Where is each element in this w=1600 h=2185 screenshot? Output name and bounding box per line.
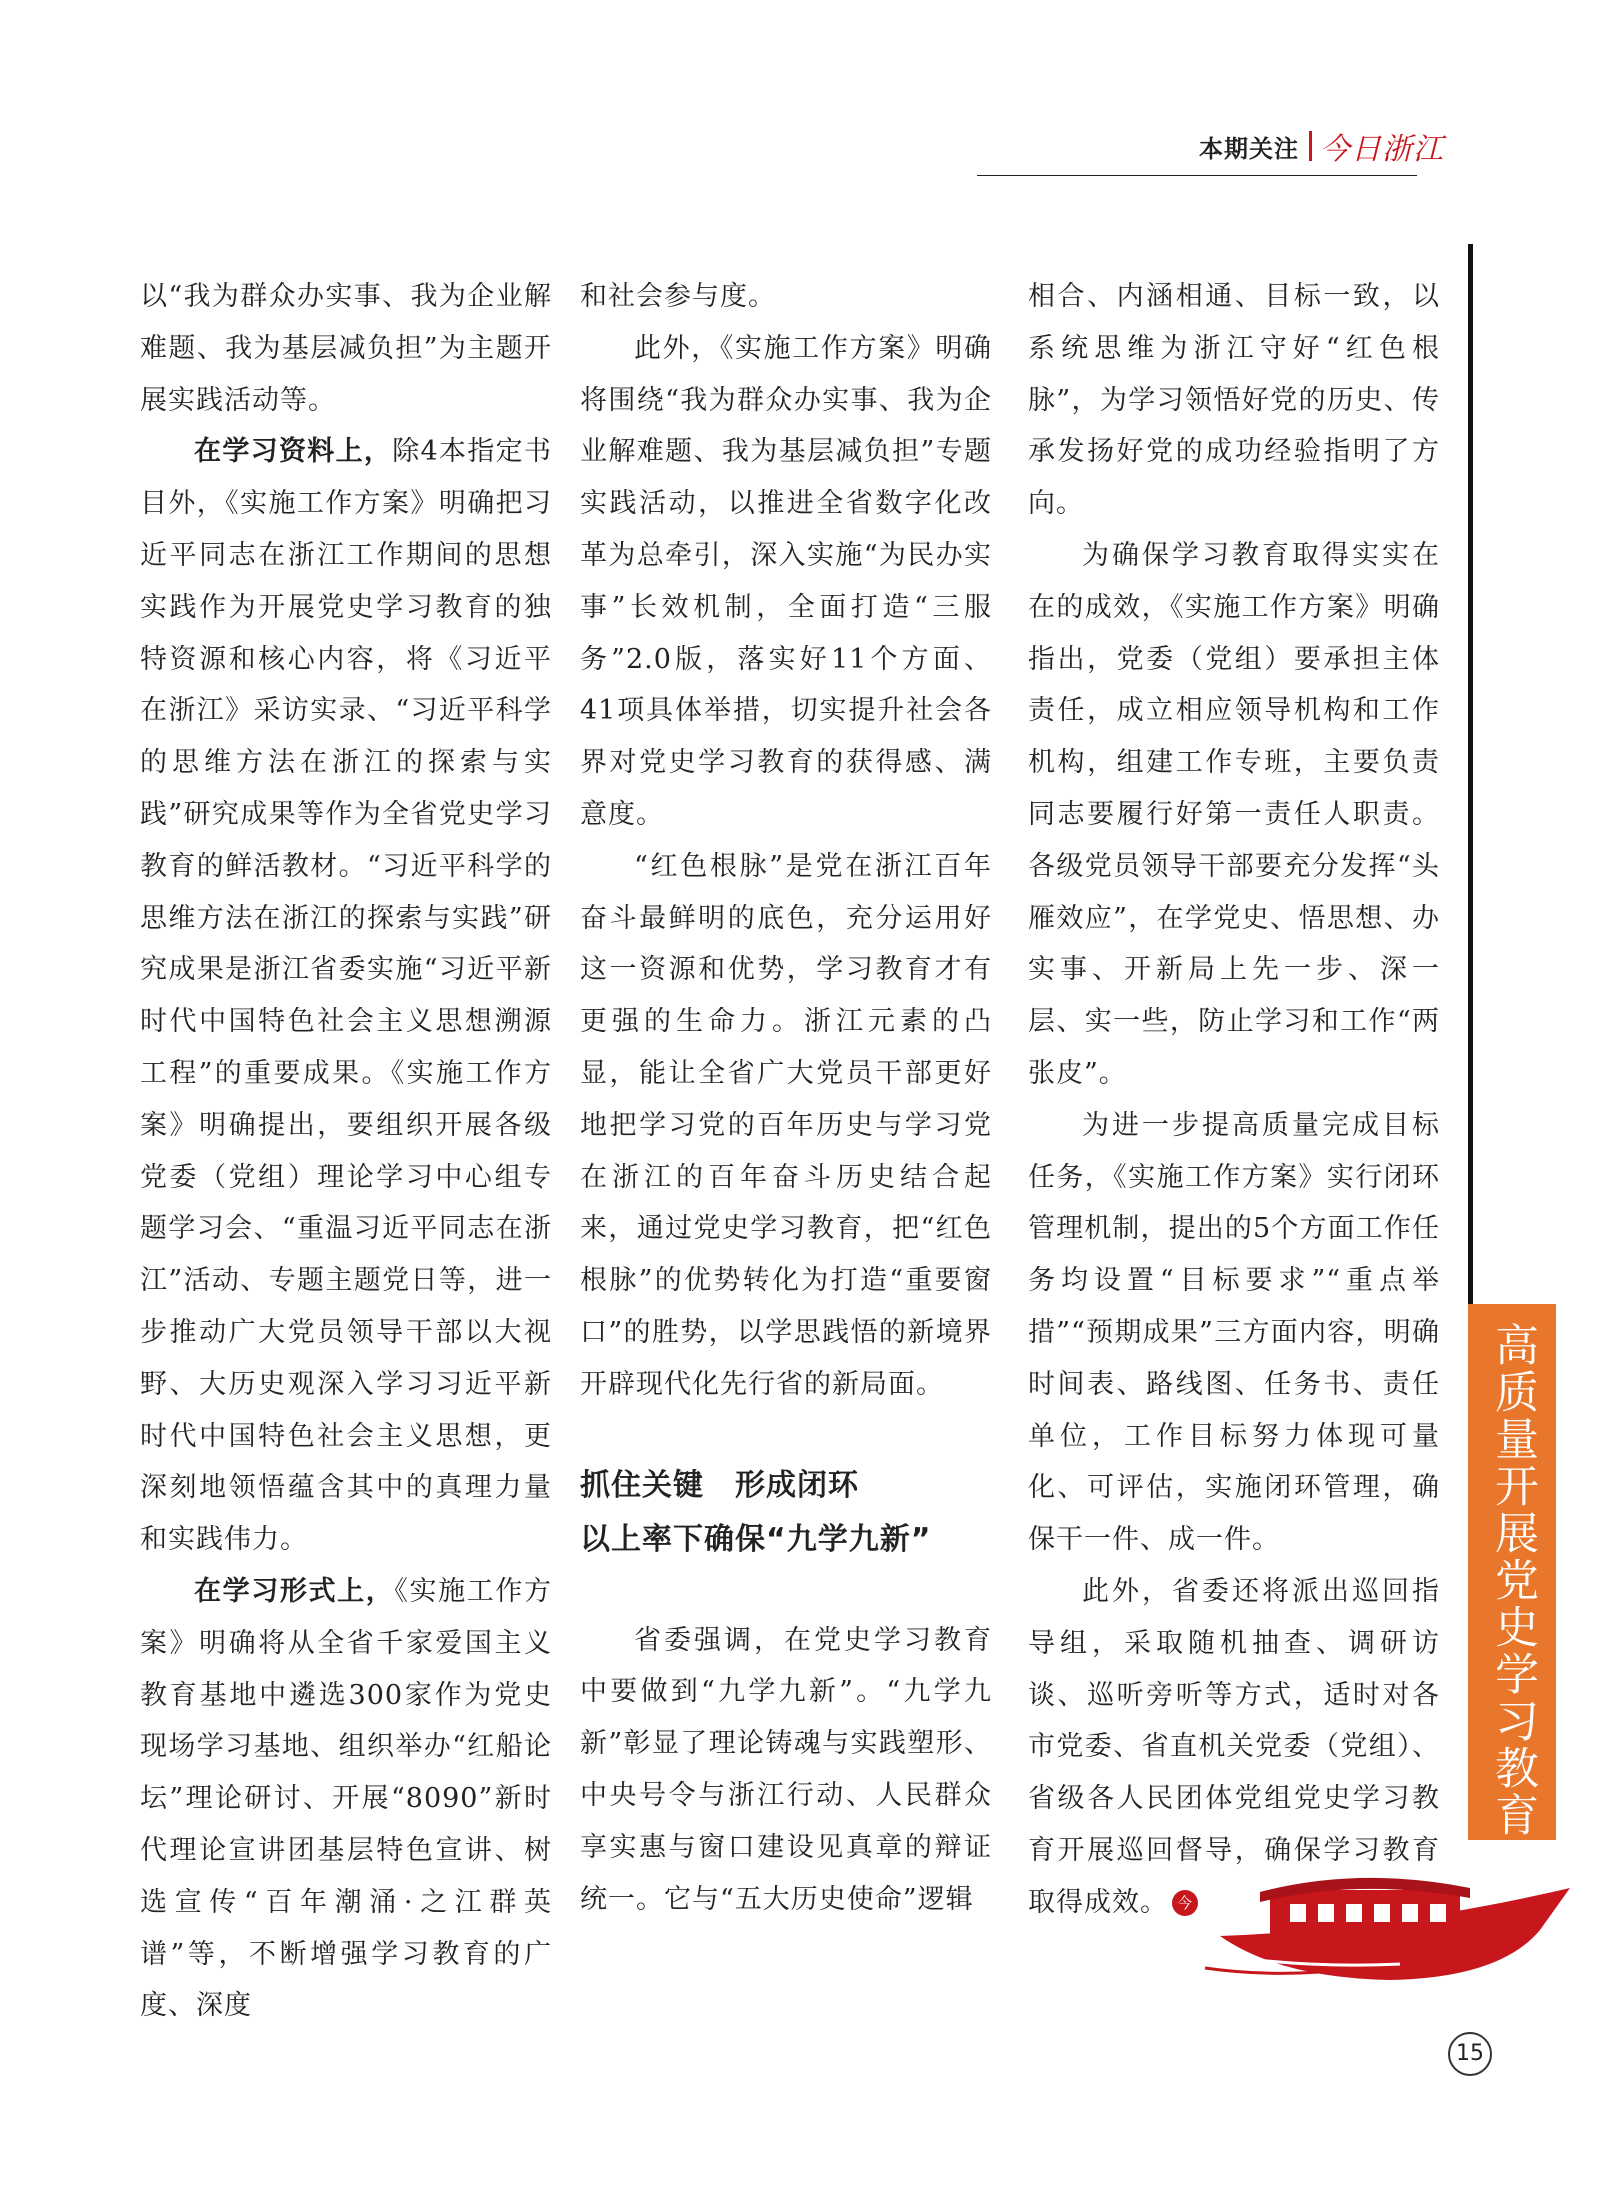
paragraph-lead: 在学习资料上， [194,436,393,468]
column-3 [1028,271,1440,1929]
paragraph [140,1566,552,2032]
header-divider [1309,131,1312,161]
red-boat-illustration [1200,1818,1580,1988]
paragraph: “红色根脉”是党在浙江百年奋斗最鲜明的底色，充分运用好这一资源和优势，学习教育才有更强的生命力。浙江元素的凸显，能让全省广大党员干部更好地把学习党的百年历史与学习党在浙江的百年奋斗历史结合起来，通过党史学习教育，把“红色根脉”的优势转化为打造“重要窗口”的胜势，以学思践悟的新境界开辟现代化先行省的新局面。 [580,850,992,1400]
paragraph [140,426,552,1566]
section-title: 本期关注 [1199,134,1299,163]
side-rule [1468,244,1473,1304]
subheading-line-1: 抓住关键 形成闭环 [580,1467,859,1503]
section-tab-label: 高质量开展党史学习教育 [1487,1322,1538,1839]
paragraph-lead: 在学习形式上， [194,1575,395,1607]
end-mark-icon: 今 [1172,1890,1198,1916]
header-rule [977,175,1417,176]
paragraph: 省委强调，在党史学习教育中要做到“九学九新”。“九学九新”彰显了理论铸魂与实践塑形、中央号令与浙江行动、人民群众享实惠与窗口建设见真章的辩证统一。它与“五大历史使命”逻辑 [580,1624,992,1915]
paragraph: 和社会参与度。 [580,281,776,312]
section-tab [1468,1304,1556,1840]
paragraph-text: 此外，省委还将派出巡回指导组，采取随机抽查、调研访谈、巡听旁听等方式，适时对各市党委、省直机关党委（党组）、省级各人民团体党组党史学习教育开展巡回督导，确保学习教育取得成效。 [1028,1575,1440,1918]
paragraph: 此外，《实施工作方案》明确将围绕“我为群众办实事、我为企业解难题、我为基层减负担”专题实践活动，以推进全省数字化改革为总牵引，深入实施“为民办实事”长效机制，全面打造“三服务”2.0版，落实好11个方面、41项具体举措，切实提升社会各界对党史学习教育的获得感、满意度。 [580,332,992,830]
column-2 [580,271,992,1925]
subheading [580,1459,992,1567]
page-number: 15 [1448,2032,1492,2076]
magazine-logo: 今日浙江 [1320,132,1444,167]
paragraph: 为确保学习教育取得实实在在的成效，《实施工作方案》明确指出，党委（党组）要承担主体责任，成立相应领导机构和工作机构，组建工作专班，主要负责同志要履行好第一责任人职责。各级党员领导干部要充分发挥“头雁效应”，在学党史、悟思想、办实事、开新局上先一步、深一层、实一些，防止学习和工作“两张皮”。 [1028,539,1440,1089]
paragraph-text: 《实施工作方案》明确将从全省千家爱国主义教育基地中遴选300家作为党史现场学习基地、组织举办“红船论坛”理论研讨、开展“8090”新时代理论宣讲团基层特色宣讲、树选宣传“百年潮涌·之江群英谱”等，不断增强学习教育的广度、深度 [140,1575,552,2022]
paragraph: 相合、内涵相通、目标一致，以系统思维为浙江守好“红色根脉”，为学习领悟好党的历史、传承发扬好党的成功经验指明了方向。 [1028,281,1440,520]
page-header [1199,124,1444,168]
paragraph-text: 除4本指定书目外，《实施工作方案》明确把习近平同志在浙江工作期间的思想实践作为开展党史学习教育的独特资源和核心内容，将《习近平在浙江》采访实录、“习近平科学的思维方法在浙江的探索与实践”研究成果等作为全省党史学习教育的鲜活教材。“习近平科学的思维方法在浙江的探索与实践”研究成果是浙江省委实施“习近平新时代中国特色社会主义思想溯源工程”的重要成果。《实施工作方案》明确提出，要组织开展各级党委（党组）理论学习中心组专题学习会、“重温习近平同志在浙江”活动、专题主题党日等，进一步推动广大党员领导干部以大视野、大历史观深入学习习近平新时代中国特色社会主义思想，更深刻地领悟蕴含其中的真理力量和实践伟力。 [140,436,553,1556]
subheading-line-2: 以上率下确保“九学九新” [580,1521,932,1557]
paragraph: 以“我为群众办实事、我为企业解难题、我为基层减负担”为主题开展实践活动等。 [140,281,552,416]
paragraph: 为进一步提高质量完成目标任务，《实施工作方案》实行闭环管理机制，提出的5个方面工作任务均设置“目标要求”“重点举措”“预期成果”三方面内容，明确时间表、路线图、任务书、责任单位，工作目标努力体现可量化、可评估，实施闭环管理，确保干一件、成一件。 [1028,1109,1440,1556]
column-1 [140,271,552,2032]
